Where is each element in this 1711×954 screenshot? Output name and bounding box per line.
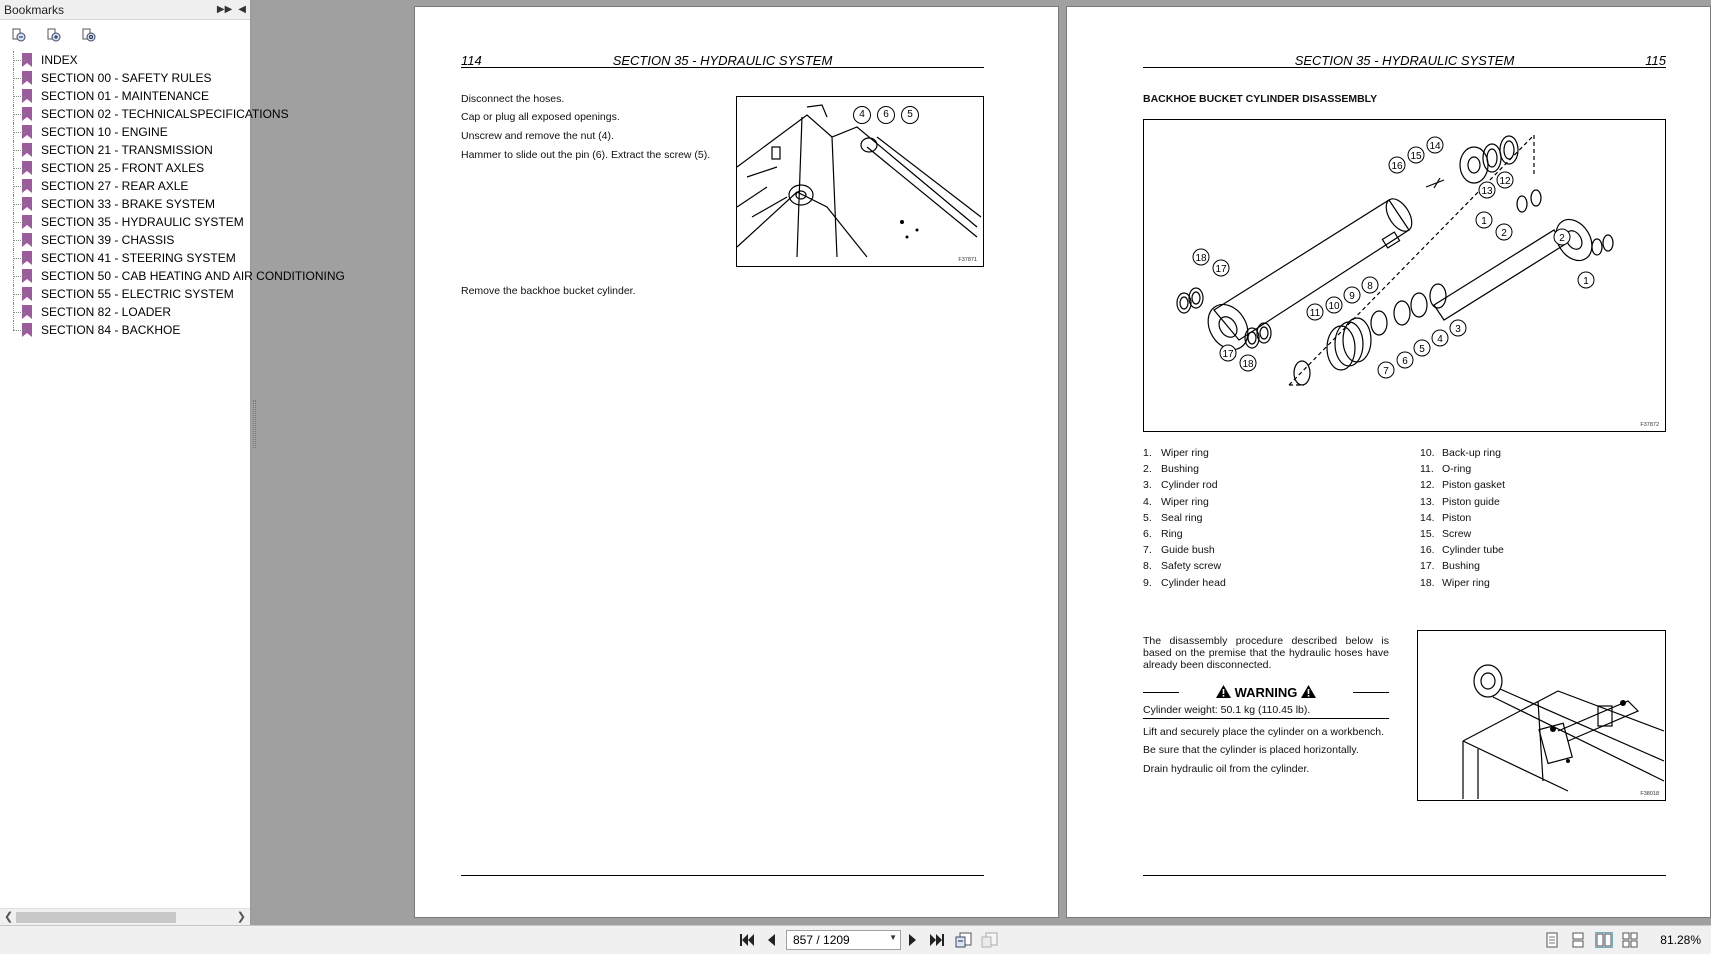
svg-text:5: 5 <box>1419 344 1425 355</box>
bookmark-item[interactable] <box>0 51 250 69</box>
page-number: 115 <box>1645 53 1666 68</box>
part-entry <box>1143 447 1226 463</box>
scroll-left-icon[interactable]: ❮ <box>4 911 14 923</box>
bookmark-tree <box>0 50 345 339</box>
bookmark-icon <box>22 233 32 247</box>
svg-text:17: 17 <box>1222 349 1234 360</box>
bookmark-item[interactable] <box>0 213 250 231</box>
bookmark-icon <box>22 107 32 121</box>
part-entry <box>1143 463 1226 479</box>
bookmark-item[interactable] <box>0 321 250 339</box>
part-name: Piston gasket <box>1442 479 1506 492</box>
bookmark-item[interactable] <box>0 105 289 123</box>
bookmark-icon <box>22 161 32 175</box>
part-number: 11. <box>1420 463 1434 476</box>
part-number: 8. <box>1143 560 1152 573</box>
navigation-toolbar <box>0 925 1711 954</box>
bookmark-label: SECTION 84 - BACKHOE <box>41 323 181 337</box>
part-number: 16. <box>1420 544 1435 557</box>
callout-6: 6 <box>877 106 895 124</box>
figure-code: F37871 <box>958 257 977 263</box>
part-name: Cylinder rod <box>1161 479 1218 492</box>
bookmark-icon <box>22 287 32 301</box>
bookmark-item[interactable] <box>0 285 250 303</box>
part-number: 1. <box>1143 447 1152 459</box>
svg-text:1: 1 <box>1481 216 1487 227</box>
svg-text:14: 14 <box>1429 141 1441 152</box>
part-entry <box>1420 463 1505 479</box>
part-entry <box>1420 577 1505 593</box>
svg-text:16: 16 <box>1391 161 1403 172</box>
bookmark-icon <box>22 71 32 85</box>
part-number: 17. <box>1420 560 1435 573</box>
go-forward-view-icon[interactable] <box>981 932 999 948</box>
bookmark-label: SECTION 50 - CAB HEATING AND AIR CONDITIONING <box>41 269 345 283</box>
part-entry <box>1420 512 1505 528</box>
svg-text:10: 10 <box>1328 301 1340 312</box>
step-text: Lift and securely place the cylinder on a workbench. <box>1143 726 1385 738</box>
bookmark-label: SECTION 10 - ENGINE <box>41 125 168 139</box>
part-number: 18. <box>1420 576 1435 589</box>
part-number: 12. <box>1420 479 1435 492</box>
warning-triangle-icon <box>1216 685 1231 698</box>
bookmark-label: SECTION 01 - MAINTENANCE <box>41 89 210 103</box>
part-entry <box>1420 544 1505 560</box>
part-entry <box>1420 447 1505 463</box>
part-entry <box>1143 496 1226 512</box>
bookmark-label: SECTION 82 - LOADER <box>41 305 172 319</box>
step-text: Be sure that the cylinder is placed horizontally. <box>1143 744 1359 756</box>
part-entry <box>1420 479 1505 495</box>
part-name: Piston <box>1442 511 1472 524</box>
section-title: SECTION 35 - HYDRAULIC SYSTEM <box>1294 53 1515 68</box>
part-entry <box>1143 512 1226 528</box>
figure-code: F38018 <box>1640 791 1659 797</box>
warning-label: WARNING <box>1234 685 1298 700</box>
facing-pages-view-icon[interactable] <box>1595 932 1613 948</box>
bookmarks-title: Bookmarks <box>4 2 65 17</box>
zoom-level[interactable]: 81.28% <box>1660 933 1701 947</box>
bookmark-item[interactable] <box>0 159 250 177</box>
bookmark-item[interactable] <box>0 141 250 159</box>
bookmark-label: SECTION 33 - BRAKE SYSTEM <box>41 197 216 211</box>
page-number-value: 857 / 1209 <box>793 933 850 947</box>
figure-code: F37872 <box>1640 422 1659 428</box>
svg-text:6: 6 <box>1402 356 1408 367</box>
bookmark-label: SECTION 25 - FRONT AXLES <box>41 161 205 175</box>
page-header <box>1143 48 1666 68</box>
bookmark-icon <box>22 305 32 319</box>
bookmark-item[interactable] <box>0 267 345 285</box>
warning-banner <box>1143 684 1389 702</box>
bookmark-label: SECTION 21 - TRANSMISSION <box>41 143 213 157</box>
bookmark-label: SECTION 00 - SAFETY RULES <box>41 71 212 85</box>
section-title: SECTION 35 - HYDRAULIC SYSTEM <box>612 53 833 68</box>
page-footer-rule <box>1143 875 1666 876</box>
part-number: 4. <box>1143 495 1152 508</box>
part-name: Cylinder tube <box>1442 544 1504 557</box>
warning-text: Cylinder weight: 50.1 kg (110.45 lb). <box>1143 704 1389 719</box>
cylinder-exploded-view <box>1143 119 1666 432</box>
step-text: Cap or plug all exposed openings. <box>461 111 620 123</box>
part-name: Wiper ring <box>1442 576 1490 589</box>
bookmark-label: SECTION 27 - REAR AXLE <box>41 179 189 193</box>
expand-bookmark-icon[interactable] <box>45 27 62 44</box>
part-number: 9. <box>1143 576 1152 589</box>
expand-panel-icon[interactable]: ▶▶ <box>216 4 233 15</box>
continuous-view-icon[interactable] <box>1569 932 1587 948</box>
bookmark-label: INDEX <box>41 53 78 67</box>
bookmark-label: SECTION 35 - HYDRAULIC SYSTEM <box>41 215 244 229</box>
part-entry <box>1143 544 1226 560</box>
part-number: 5. <box>1143 511 1152 524</box>
part-name: Bushing <box>1161 463 1199 476</box>
part-number: 3. <box>1143 479 1152 492</box>
warning-triangle-icon <box>1301 685 1316 698</box>
bookmark-label: SECTION 41 - STEERING SYSTEM <box>41 251 236 265</box>
document-page-115 <box>1066 6 1711 918</box>
step-text: Hammer to slide out the pin (6). Extract the screw (5). <box>461 149 711 161</box>
bookmark-icon <box>22 143 32 157</box>
document-page-114 <box>414 6 1059 918</box>
procedure-heading: BACKHOE BUCKET CYLINDER DISASSEMBLY <box>1143 93 1378 105</box>
part-number: 10. <box>1420 447 1435 459</box>
part-number: 15. <box>1420 527 1435 540</box>
bookmark-icon <box>22 269 32 283</box>
bookmark-item[interactable] <box>0 69 250 87</box>
part-name: Ring <box>1161 527 1183 540</box>
svg-text:13: 13 <box>1481 186 1493 197</box>
first-page-icon[interactable] <box>738 932 756 948</box>
exploded-cylinder-drawing <box>1144 120 1664 430</box>
collapse-all-bookmarks-icon[interactable] <box>10 27 27 44</box>
callout-4: 4 <box>853 106 871 124</box>
bookmarks-toolbar <box>0 20 250 50</box>
bookmark-item[interactable] <box>0 303 250 321</box>
bookmark-icon <box>22 179 32 193</box>
step-text: Remove the backhoe bucket cylinder. <box>461 285 636 297</box>
page-header <box>461 48 984 68</box>
part-entry <box>1143 560 1226 576</box>
bookmark-icon <box>22 197 32 211</box>
scroll-right-icon[interactable]: ❯ <box>236 911 246 923</box>
bookmark-item[interactable] <box>0 123 250 141</box>
bookmark-icon <box>22 215 32 229</box>
bookmark-label: SECTION 02 - TECHNICALSPECIFICATIONS <box>41 107 289 121</box>
single-page-view-icon[interactable] <box>1543 932 1561 948</box>
svg-text:9: 9 <box>1349 291 1355 302</box>
part-number: 2. <box>1143 463 1152 476</box>
bookmark-icon <box>22 89 32 103</box>
svg-text:17: 17 <box>1215 264 1227 275</box>
find-bookmark-icon[interactable] <box>80 27 97 44</box>
part-name: Safety screw <box>1161 560 1222 573</box>
part-number: 13. <box>1420 495 1435 508</box>
part-name: Seal ring <box>1161 511 1203 524</box>
bookmark-icon <box>22 323 32 337</box>
svg-text:8: 8 <box>1367 281 1373 292</box>
bookmark-item[interactable] <box>0 231 250 249</box>
cylinder-on-workbench-figure <box>1417 630 1666 801</box>
part-name: Bushing <box>1442 560 1480 573</box>
scrollbar-thumb[interactable] <box>16 912 176 923</box>
part-entry <box>1420 496 1505 512</box>
workbench-drawing <box>1418 631 1664 799</box>
bookmark-label: SECTION 39 - CHASSIS <box>41 233 175 247</box>
step-text: Drain hydraulic oil from the cylinder. <box>1143 763 1310 775</box>
last-page-icon[interactable] <box>928 932 946 948</box>
svg-text:1: 1 <box>1583 276 1589 287</box>
part-name: Guide bush <box>1161 544 1215 557</box>
bookmark-item[interactable] <box>0 249 250 267</box>
part-entry <box>1143 577 1226 593</box>
svg-text:18: 18 <box>1195 253 1207 264</box>
part-name: Wiper ring <box>1161 447 1209 459</box>
part-number: 14. <box>1420 511 1435 524</box>
part-entry <box>1143 479 1226 495</box>
premise-text: The disassembly procedure described below is based on the premise that the hydraulic hoses have already been disconnected. <box>1143 635 1389 671</box>
warning-rule-right <box>1353 692 1389 693</box>
part-entry <box>1420 528 1505 544</box>
bookmarks-panel <box>0 0 345 925</box>
part-number: 6. <box>1143 527 1152 540</box>
step-text: Disconnect the hoses. <box>461 93 565 105</box>
bookmark-icon <box>22 251 32 265</box>
svg-text:4: 4 <box>1437 334 1443 345</box>
bookmark-icon <box>22 125 32 139</box>
svg-text:11: 11 <box>1309 308 1321 319</box>
bookmark-item[interactable] <box>0 195 250 213</box>
continuous-facing-view-icon[interactable] <box>1621 932 1639 948</box>
collapse-panel-icon[interactable]: ◀ <box>238 4 246 15</box>
part-name: Piston guide <box>1442 495 1500 508</box>
part-name: Wiper ring <box>1161 495 1209 508</box>
svg-text:2: 2 <box>1501 228 1507 239</box>
callout-5: 5 <box>901 106 919 124</box>
svg-text:15: 15 <box>1410 151 1422 162</box>
next-page-icon[interactable] <box>904 932 922 948</box>
part-entry <box>1143 528 1226 544</box>
parts-list-right <box>1420 447 1505 593</box>
bookmark-item[interactable] <box>0 177 250 195</box>
bookmark-item[interactable] <box>0 87 250 105</box>
part-name: Screw <box>1442 527 1472 540</box>
dropdown-arrow-icon[interactable]: ▼ <box>889 933 897 942</box>
step-text: Unscrew and remove the nut (4). <box>461 130 614 142</box>
bookmarks-horizontal-scrollbar[interactable] <box>0 908 250 925</box>
go-back-view-icon[interactable] <box>955 932 973 948</box>
parts-list-left <box>1143 447 1226 593</box>
svg-text:3: 3 <box>1455 324 1461 335</box>
part-name: Cylinder head <box>1161 576 1226 589</box>
bookmarks-header <box>0 0 250 20</box>
page-number: 114 <box>461 53 482 68</box>
bookmark-label: SECTION 55 - ELECTRIC SYSTEM <box>41 287 234 301</box>
svg-text:7: 7 <box>1383 366 1389 377</box>
part-entry <box>1420 560 1505 576</box>
part-name: Back-up ring <box>1442 447 1501 459</box>
page-footer-rule <box>461 875 984 876</box>
part-name: O-ring <box>1442 463 1472 476</box>
svg-text:2: 2 <box>1559 233 1565 244</box>
svg-text:12: 12 <box>1499 176 1511 187</box>
page-number-input[interactable] <box>786 930 901 950</box>
pin-removal-figure <box>736 96 984 267</box>
previous-page-icon[interactable] <box>762 932 780 948</box>
bookmark-icon <box>22 53 32 67</box>
svg-text:18: 18 <box>1242 359 1254 370</box>
part-number: 7. <box>1143 544 1152 557</box>
panel-splitter[interactable] <box>253 400 256 448</box>
